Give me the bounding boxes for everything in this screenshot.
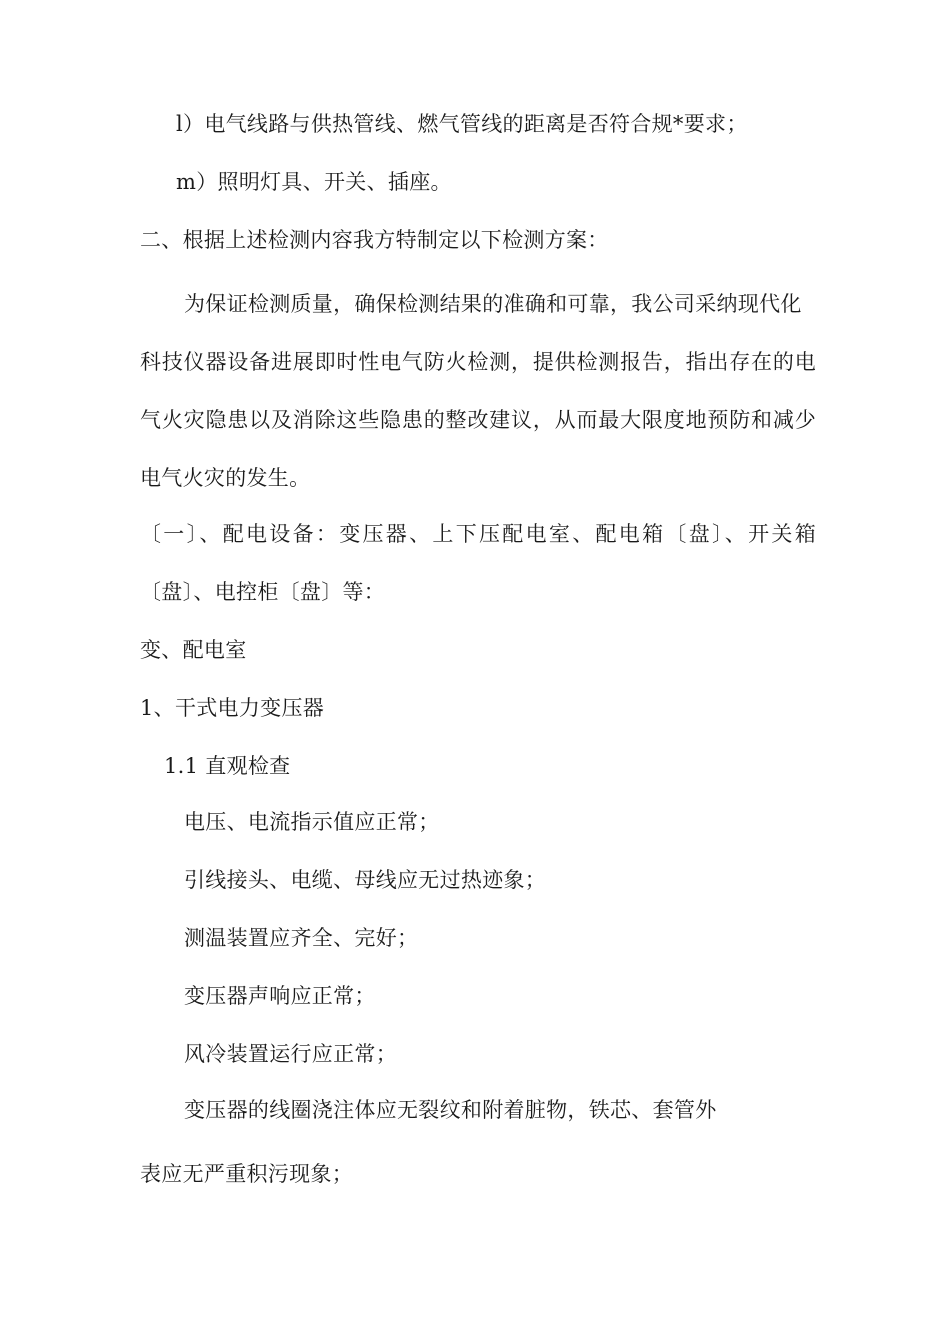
heading-substation: 变、配电室 [140,638,247,662]
list-item-l: l）电气线路与供热管线、燃气管线的距离是否符合规*要求； [176,112,748,136]
check-item-3: 测温装置应齐全、完好； [184,926,419,950]
section-heading-2: 二、根据上述检测内容我方特制定以下检测方案： [140,228,609,252]
paragraph-line-3: 气火灾隐患以及消除这些隐患的整改建议，从而最大限度地预防和减少 [140,408,816,432]
check-item-2: 引线接头、电缆、母线应无过热迹象； [184,868,547,892]
heading-visual-inspection: 1.1 直观检查 [164,754,291,778]
paragraph-line-1: 为保证检测质量，确保检测结果的准确和可靠，我公司采纳现代化 [184,292,802,316]
check-item-5: 风冷装置运行应正常； [184,1042,397,1066]
check-item-6-line-1: 变压器的线圈浇注体应无裂纹和附着脏物，铁芯、套管外 [184,1098,717,1122]
check-item-6-line-2: 表应无严重积污现象； [140,1162,353,1186]
heading-dry-transformer: 1、干式电力变压器 [140,696,325,720]
subsection-heading-line-1: 〔一〕、配电设备：变压器、上下压配电室、配电箱〔盘〕、开关箱 [140,522,816,546]
list-item-m: m）照明灯具、开关、插座。 [176,170,452,194]
check-item-4: 变压器声响应正常； [184,984,376,1008]
check-item-1: 电压、电流指示值应正常； [184,810,440,834]
paragraph-line-2: 科技仪器设备进展即时性电气防火检测，提供检测报告，指出存在的电 [140,350,816,374]
paragraph-line-4: 电气火灾的发生。 [140,466,311,490]
subsection-heading-line-2: 〔盘〕、电控柜〔盘〕等： [140,580,386,604]
